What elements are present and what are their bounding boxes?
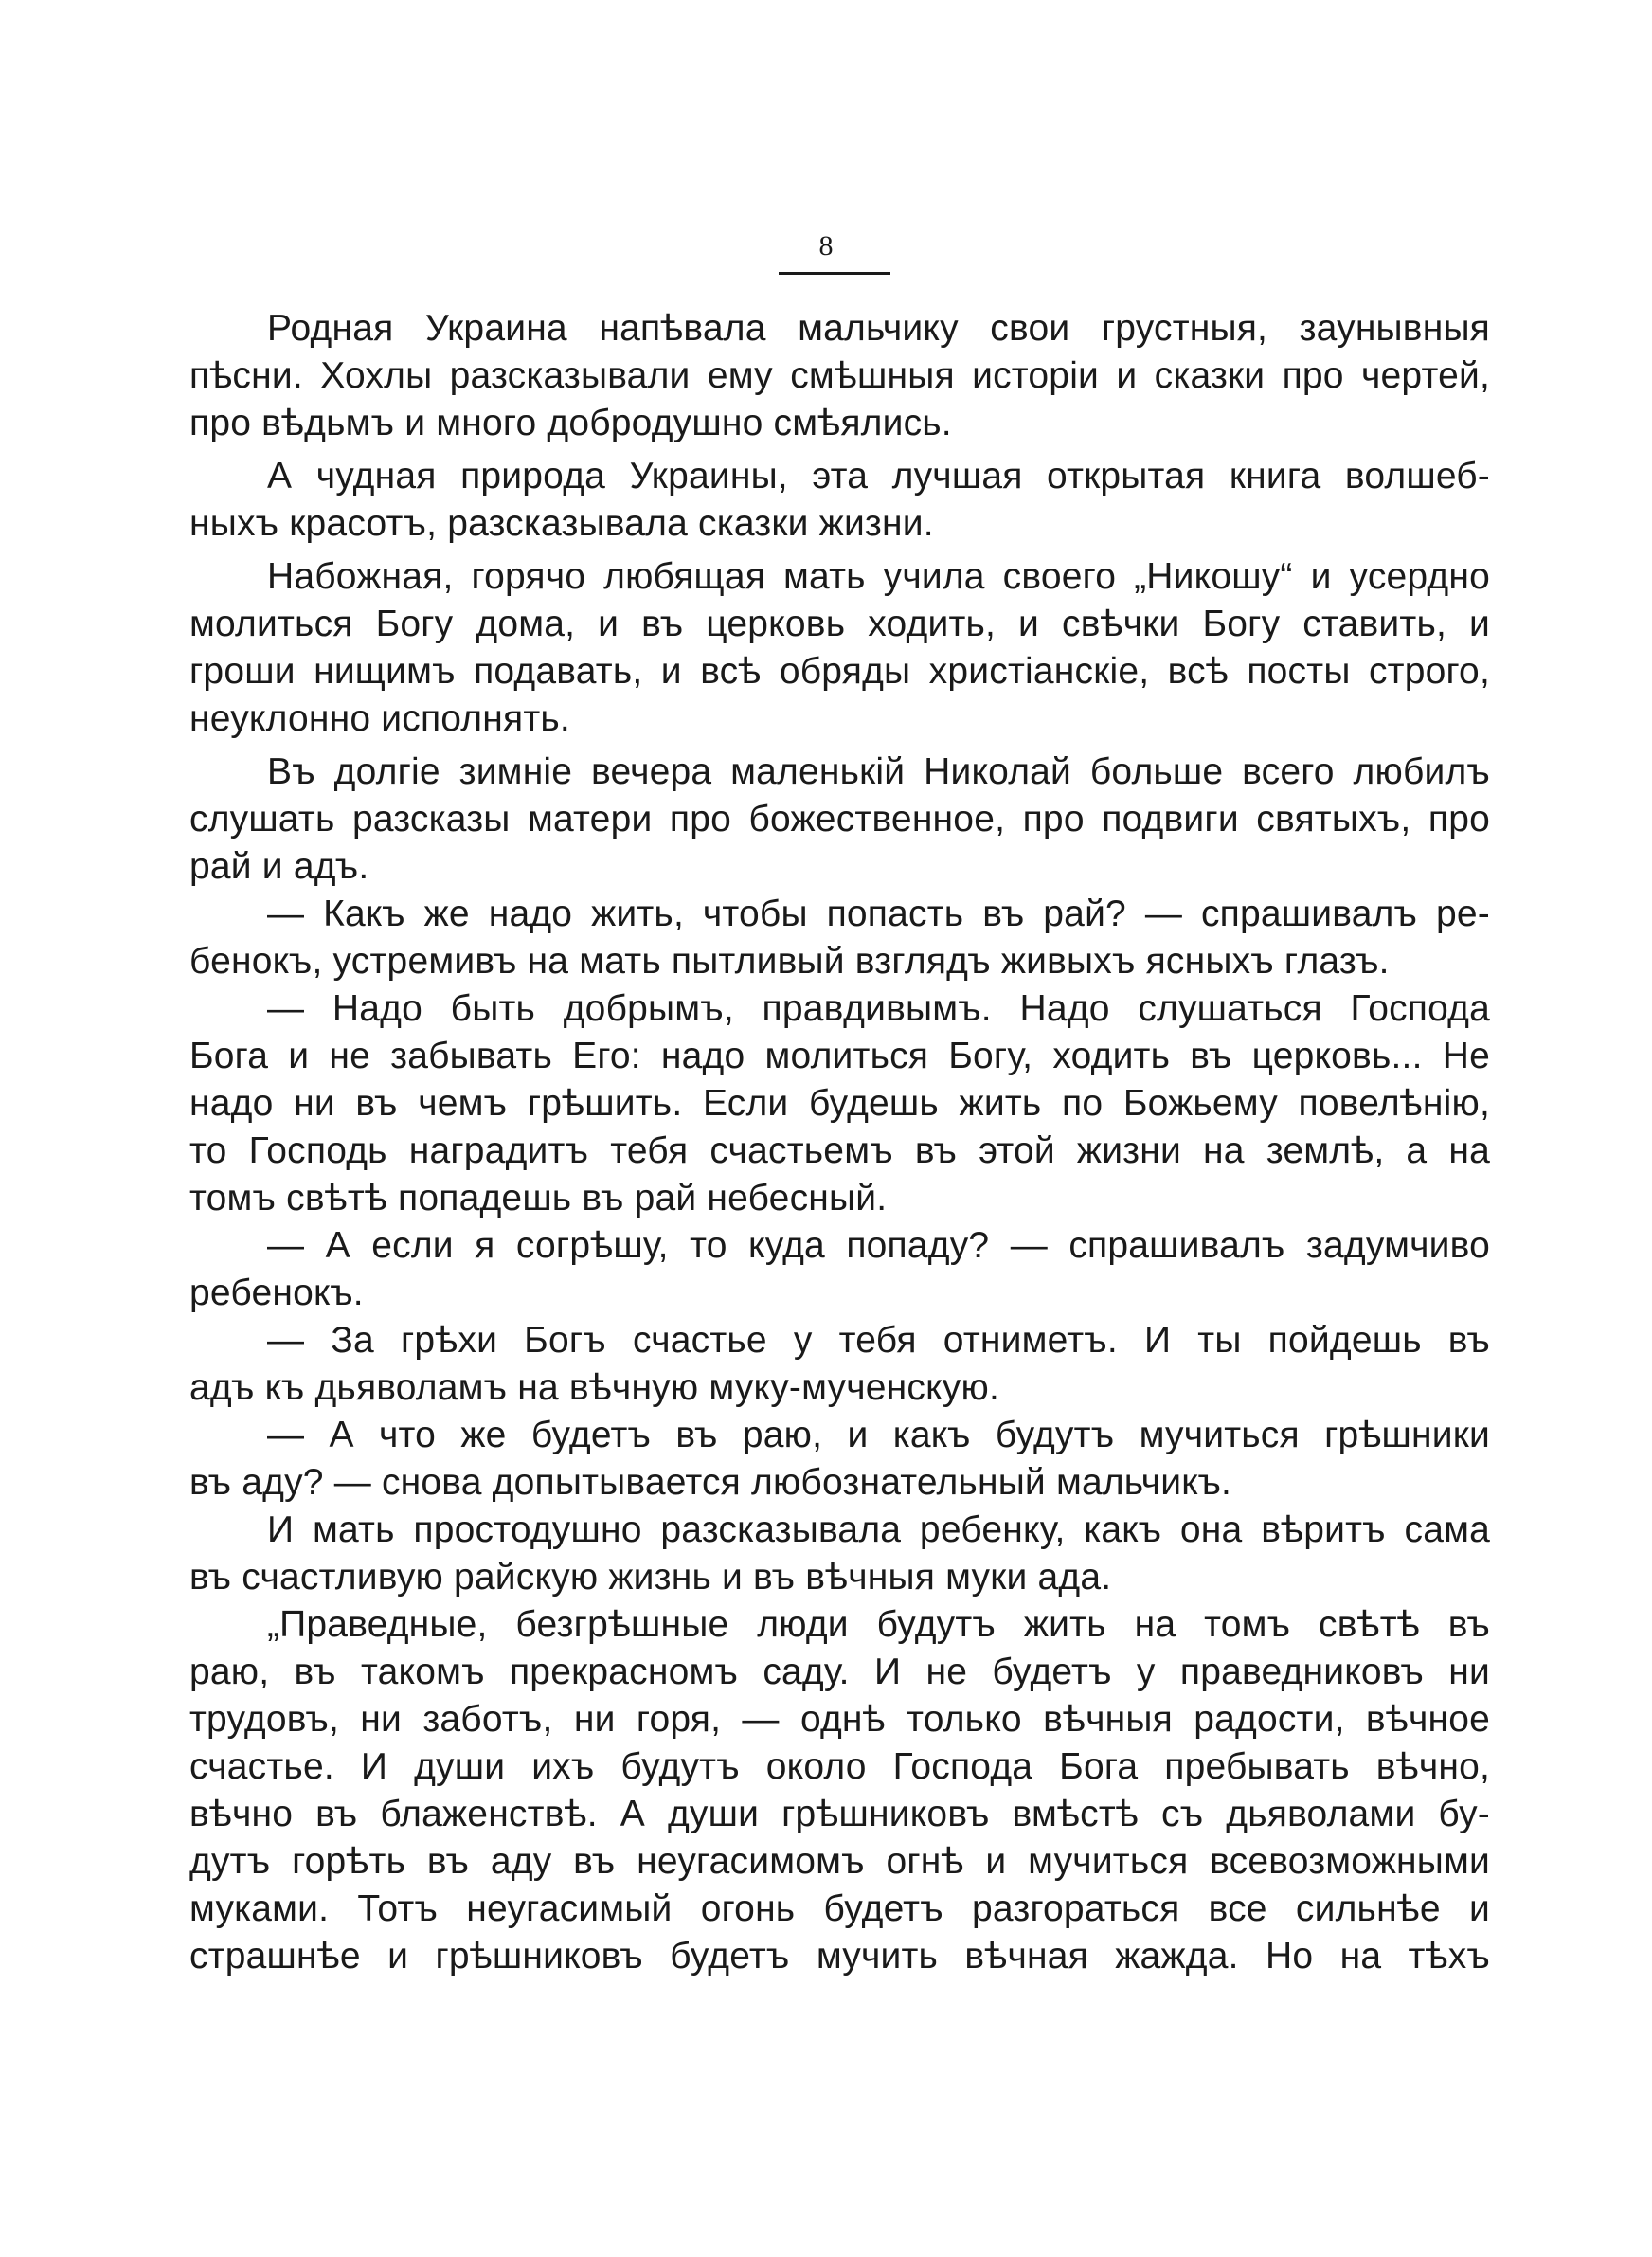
text-line: — За грѣхи Богъ счастье у тебя отниметъ. И ты пойдешь въ	[267, 1320, 1490, 1361]
text-line: рай и адъ.	[189, 846, 369, 887]
text-line: гроши нищимъ подавать, и всѣ обряды христіанскіе, всѣ посты строго,	[189, 651, 1490, 692]
text-line: надо ни въ чемъ грѣшить. Если будешь жить по Божьему повелѣнію,	[189, 1083, 1490, 1124]
text-line: муками. Тотъ неугасимый огонь будетъ разгораться все сильнѣе и	[189, 1888, 1490, 1929]
text-line: раю, въ такомъ прекрасномъ саду. И не будетъ у праведниковъ ни	[189, 1652, 1490, 1692]
text-line: про вѣдьмъ и много добродушно смѣялись.	[189, 403, 952, 443]
text-line: вѣчно въ блаженствѣ. А души грѣшниковъ вмѣстѣ съ дьяволами бу-	[189, 1794, 1490, 1834]
text-line: неуклонно исполнять.	[189, 698, 570, 739]
text-line: ныхъ красотъ, разсказывала сказки жизни.	[189, 503, 934, 544]
text-line: И мать простодушно разсказывала ребенку, какъ она вѣритъ сама	[267, 1509, 1490, 1550]
text-line: страшнѣе и грѣшниковъ будетъ мучить вѣчная жажда. Но на тѣхъ	[189, 1936, 1490, 1977]
text-line: счастье. И души ихъ будутъ около Господа Бога пребывать вѣчно,	[189, 1746, 1490, 1787]
text-line: Въ долгіе зимніе вечера маленькій Николай больше всего любилъ	[267, 751, 1490, 792]
text-line: А чудная природа Украины, эта лучшая открытая книга волшеб-	[267, 456, 1490, 497]
text-line: — Какъ же надо жить, чтобы попасть въ рай? — спрашивалъ ре-	[267, 894, 1490, 934]
text-line: Бога и не забывать Его: надо молиться Богу, ходить въ церковь... Не	[189, 1036, 1490, 1076]
page-number: 8	[818, 230, 834, 262]
text-line: дутъ горѣть въ аду въ неугасимомъ огнѣ и мучиться всевозможными	[189, 1841, 1490, 1882]
body-text	[189, 305, 1490, 1980]
text-line: томъ свѣтѣ попадешь въ рай небесный.	[189, 1178, 888, 1219]
page-number-rule	[779, 272, 890, 275]
text-line: Родная Украина напѣвала мальчику свои грустныя, заунывныя	[267, 308, 1490, 349]
text-line: въ аду? — снова допытывается любознательный мальчикъ.	[189, 1462, 1232, 1503]
text-line: — А если я согрѣшу, то куда попаду? — спрашивалъ задумчиво	[267, 1225, 1490, 1266]
text-line: — Надо быть добрымъ, правдивымъ. Надо слушаться Господа	[267, 988, 1490, 1029]
text-line: молиться Богу дома, и въ церковь ходить, и свѣчки Богу ставить, и	[189, 604, 1490, 644]
text-line: въ счастливую райскую жизнь и въ вѣчныя муки ада.	[189, 1557, 1112, 1598]
text-line: „Праведные, безгрѣшные люди будутъ жить на томъ свѣтѣ въ	[267, 1604, 1490, 1645]
text-line: Набожная, горячо любящая мать учила своего „Никошу“ и усердно	[267, 556, 1490, 597]
text-line: ребенокъ.	[189, 1273, 364, 1313]
text-line: то Господь наградитъ тебя счастьемъ въ этой жизни на землѣ, а на	[189, 1130, 1490, 1171]
text-line: бенокъ, устремивъ на мать пытливый взглядъ живыхъ ясныхъ глазъ.	[189, 941, 1390, 982]
text-line: — А что же будетъ въ раю, и какъ будутъ мучиться грѣшники	[267, 1415, 1490, 1455]
text-line: трудовъ, ни заботъ, ни горя, — однѣ только вѣчныя радости, вѣчное	[189, 1699, 1490, 1740]
text-line: пѣсни. Хохлы разсказывали ему смѣшныя исторіи и сказки про чертей,	[189, 355, 1490, 396]
text-line: слушать разсказы матери про божественное, про подвиги святыхъ, про	[189, 799, 1490, 840]
text-line: адъ къ дьяволамъ на вѣчную муку-мученскую.	[189, 1367, 999, 1408]
